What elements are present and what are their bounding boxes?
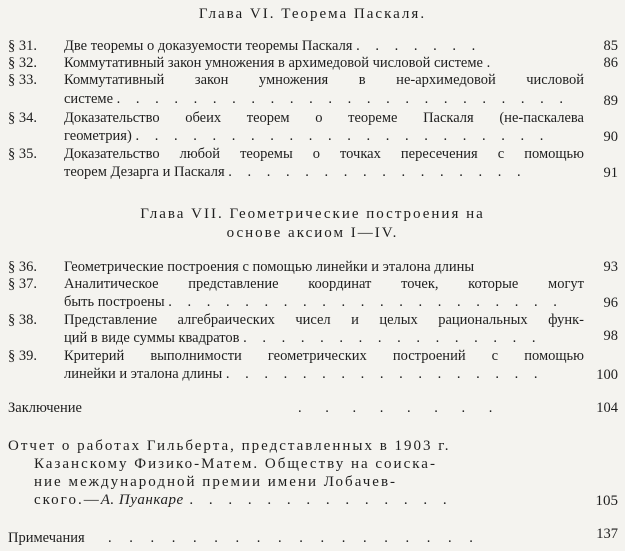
entry-title: Доказательство обеих теорем о теореме Паскаля (не-паскалева [64,110,584,126]
section-number: § 39. [8,348,37,364]
chapter-7-title: Глава VII. Геометрические построения на [140,206,485,222]
leader-dots: . . . . . . . . . . . . . . . . [228,164,527,180]
entry-title: Примечания [8,530,85,546]
page-number: 85 [603,38,618,54]
entry-title-cont: системе [64,91,114,107]
section-number: § 34. [8,110,37,126]
toc-entry-39 [8,348,618,384]
toc-entry-conclusion [8,400,618,417]
leader-dots: . . . . . . . . . . . . . . . . . . . . . . . . [116,91,570,107]
entry-title: Аналитическое представление координат точек, которые могут [64,276,584,292]
entry-title: Доказательство любой теоремы о точках пересечения с помощью [64,146,584,162]
leader-dots: . . . . . . . . . . . . . . . . . . . . . . [135,128,550,144]
toc-entry-34 [8,110,618,146]
toc-entry-31 [8,38,618,55]
toc-entry-32 [8,55,618,72]
entry-title: Отчет о работах Гильберта, представленных в 1903 г. [8,438,451,454]
toc-entry-36 [8,259,618,276]
page-number: 93 [603,259,618,275]
entry-title-cont: теорем Дезарга и Паскаля [64,164,225,180]
entry-title: Коммутативный закон умножения в архимедовой числовой системе . [64,55,491,71]
toc-entry-38 [8,312,618,348]
entry-title-cont: ского.— [34,492,101,508]
entry-title: Представление алгебраических чисел и целых рациональных функ- [64,312,584,328]
section-number: § 32. [8,55,37,71]
page-number: 105 [595,493,618,509]
leader-dots: . . . . . . . . . . . . . . . . [243,330,542,346]
chapter-6-title: Глава VI. Теорема Паскаля. [198,6,427,22]
leader-dots: . . . . . . . . . . . . . . . . . . [108,530,480,546]
toc-entry-37 [8,276,618,312]
toc-entry-35 [8,146,618,182]
leader-dots: . . . . . . . [356,38,482,54]
section-number: § 36. [8,259,37,275]
leader-dots: . . . . . . . . . . . . . . . . . [225,366,544,382]
leader-dots: . . . . . . . . . . . . . . . . . . . . . [168,294,563,310]
page-number: 96 [603,295,618,311]
page-number: 104 [596,400,618,416]
entry-title: Заключение [8,400,82,416]
page-number: 100 [596,367,618,383]
entry-title: Две теоремы о доказуемости теоремы Паскаля [64,38,353,54]
section-number: § 37. [8,276,37,292]
entry-title-cont: Казанскому Физико-Матем. Обществу на соиска- [34,456,437,472]
toc-entry-notes [8,526,618,547]
section-number: § 38. [8,312,37,328]
page-number: 90 [603,129,618,145]
entry-title-cont: ций в виде суммы квадратов [64,330,240,346]
leader-dots: . . . . . . . . [298,400,503,416]
entry-title: Коммутативный закон умножения в не-архимедовой числовой [64,72,584,88]
entry-title-cont: геометрия) [64,128,132,144]
entry-title: Критерий выполнимости геометрических построений с помощью [64,348,584,364]
page-number: 89 [603,93,618,109]
page-number: 98 [603,328,618,344]
page-number: 137 [596,526,618,542]
section-number: § 31. [8,38,37,54]
entry-title: Геометрические построения с помощью линейки и эталона длины [64,259,475,275]
toc-entry-report [8,437,618,513]
toc-entry-33 [8,72,618,110]
entry-title-cont: линейки и эталона длины [64,366,223,382]
entry-title-cont: ние международной премии имени Лобачев- [34,474,398,490]
chapter-7-subtitle: основе аксиом I—IV. [226,225,399,241]
section-number: § 33. [8,72,37,88]
page-number: 91 [603,165,618,181]
page-number: 86 [603,55,618,71]
section-number: § 35. [8,146,37,162]
entry-title-cont: быть построены [64,294,165,310]
author-name: А. Пуанкаре [100,492,184,508]
leader-dots: . . . . . . . . . . . . . . [189,492,453,508]
